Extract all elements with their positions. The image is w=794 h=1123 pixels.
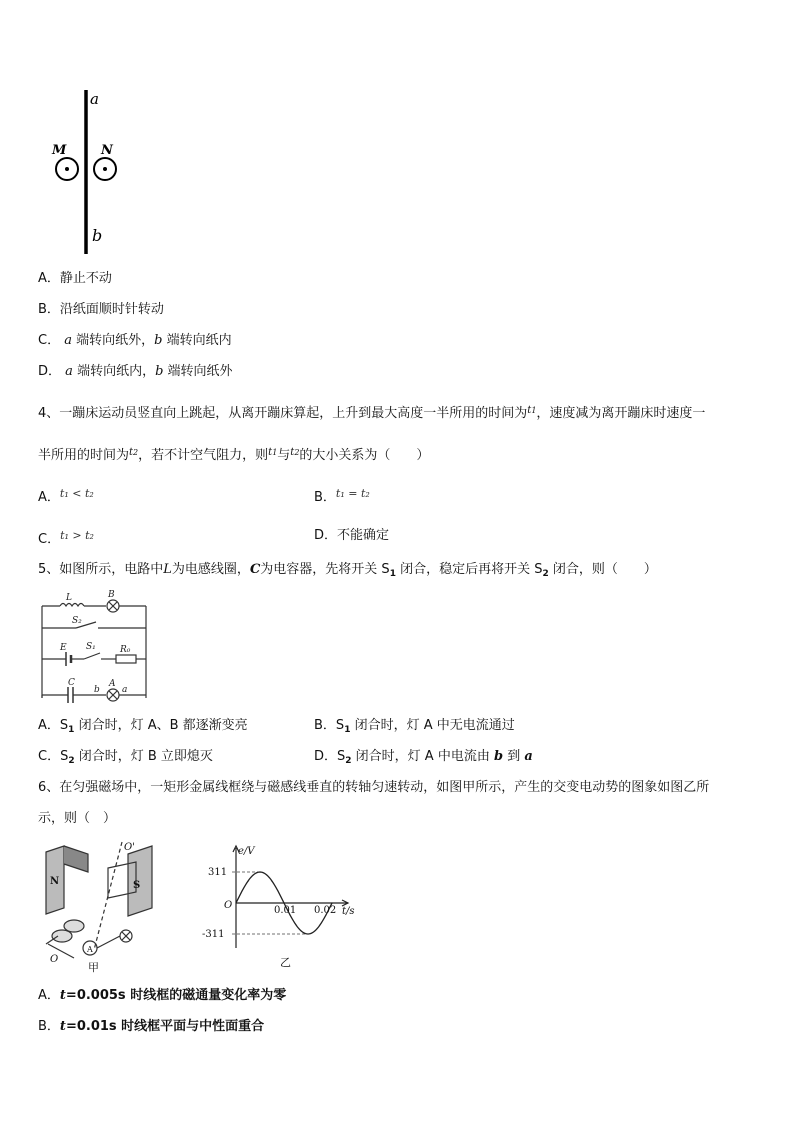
inductor-coil — [60, 604, 84, 607]
emf-chart — [200, 842, 370, 970]
emf-data-point — [331, 902, 332, 903]
x-tick-label: 0.01 — [274, 905, 297, 916]
svg-text:B: B — [108, 590, 115, 600]
resistor-r0 — [116, 655, 136, 663]
emf-data-point — [271, 880, 272, 881]
q6-stem-line1: 6、在匀强磁场中，一矩形金属线框绕与磁感线垂直的转轴匀速转动，如图甲所示，产生的交变电动势的图象如图乙所 — [38, 780, 710, 795]
q5-option-b: B．$S_1$ 闭合时，灯 A 中无电流通过 — [314, 718, 515, 735]
svg-text:A: A — [87, 945, 93, 954]
emf-data-point — [295, 924, 296, 925]
q3-option-d: D． a 端转向纸内，b 端转向纸外 — [38, 364, 233, 379]
emf-data-point — [259, 871, 260, 872]
svg-text:E: E — [60, 643, 67, 653]
q4-option-b: B．$^{t_1 = t_2}$ — [314, 487, 370, 505]
x-axis-label: t/s — [342, 906, 355, 917]
emf-data-point — [319, 924, 320, 925]
svg-text:a: a — [122, 685, 128, 695]
emf-data-point — [247, 880, 248, 881]
figure-caption-yi: 乙 — [280, 956, 291, 969]
q4-option-c: C．$^{t_1 > t_2}$ — [38, 529, 94, 547]
svg-text:C: C — [68, 678, 75, 688]
switch-s1 — [84, 653, 100, 659]
q5-option-a: A．$S_1$ 闭合时，灯 A、B 都逐渐变亮 — [38, 718, 248, 735]
q6-option-b: B．t=0.01s 时线框平面与中性面重合 — [38, 1019, 265, 1034]
emf-data-point — [235, 902, 236, 903]
q6-option-a: A．t=0.005s 时线框的磁通量变化率为零 — [38, 988, 287, 1003]
q5-option-c: C．$S_2$ 闭合时，灯 B 立即熄灭 — [38, 749, 213, 766]
circuit-figure — [36, 586, 152, 704]
q3-option-c: C． a 端转向纸外，b 端转向纸内 — [38, 333, 232, 348]
y-tick-label: -311 — [202, 929, 225, 940]
wire-ring-figure — [50, 86, 120, 260]
svg-text:b: b — [94, 685, 100, 695]
generator-figure — [36, 840, 186, 975]
label-a: a — [90, 90, 99, 108]
q4-option-d: D．不能确定 — [314, 528, 390, 543]
svg-text:甲: 甲 — [88, 961, 99, 974]
svg-text:S: S — [133, 880, 141, 891]
q3-option-a: A．静止不动 — [38, 271, 112, 286]
q4-stem-line2: 半所用的时间为$^{t2}$，若不计空气阻力，则$^{t1}$与$^{t2}$的大小关系为（ ） — [38, 447, 430, 463]
svg-text:S₂: S₂ — [72, 616, 82, 626]
origin-label: O — [224, 900, 233, 911]
q4-stem-line1: 4、一蹦床运动员竖直向上跳起，从离开蹦床算起，上升到最大高度一半所用的时间为$^{t1}$，速度减为离开蹦床时速度一 — [38, 405, 706, 421]
y-axis-label: e/V — [238, 846, 255, 857]
label-n: N — [101, 143, 113, 158]
svg-text:N: N — [50, 876, 60, 887]
label-b: b — [92, 226, 103, 245]
svg-text:L: L — [66, 593, 72, 603]
emf-data-point — [283, 902, 284, 903]
q4-option-a: A．$^{t_1 < t_2}$ — [38, 487, 94, 505]
label-m: M — [52, 143, 67, 158]
svg-text:R₀: R₀ — [120, 645, 131, 655]
svg-text:S₁: S₁ — [86, 642, 96, 652]
emf-data-point — [307, 933, 308, 934]
y-tick-label: 311 — [208, 867, 228, 878]
x-tick-label: 0.02 — [314, 905, 337, 916]
svg-text:O: O — [50, 954, 59, 965]
svg-text:A: A — [109, 679, 116, 689]
q5-stem: 5、如图所示，电路中L为电感线圈，C为电容器，先将开关 $S_1$ 闭合，稳定后再将开关 $S_2$ 闭合，则（ ） — [38, 562, 657, 579]
q3-option-b: B．沿纸面顺时针转动 — [38, 302, 164, 317]
q6-stem-line2: 示，则（ ） — [38, 811, 117, 826]
q5-option-d: D．$S_2$ 闭合时，灯 A 中电流由 b 到 a — [314, 749, 533, 766]
svg-text:O': O' — [124, 842, 135, 853]
